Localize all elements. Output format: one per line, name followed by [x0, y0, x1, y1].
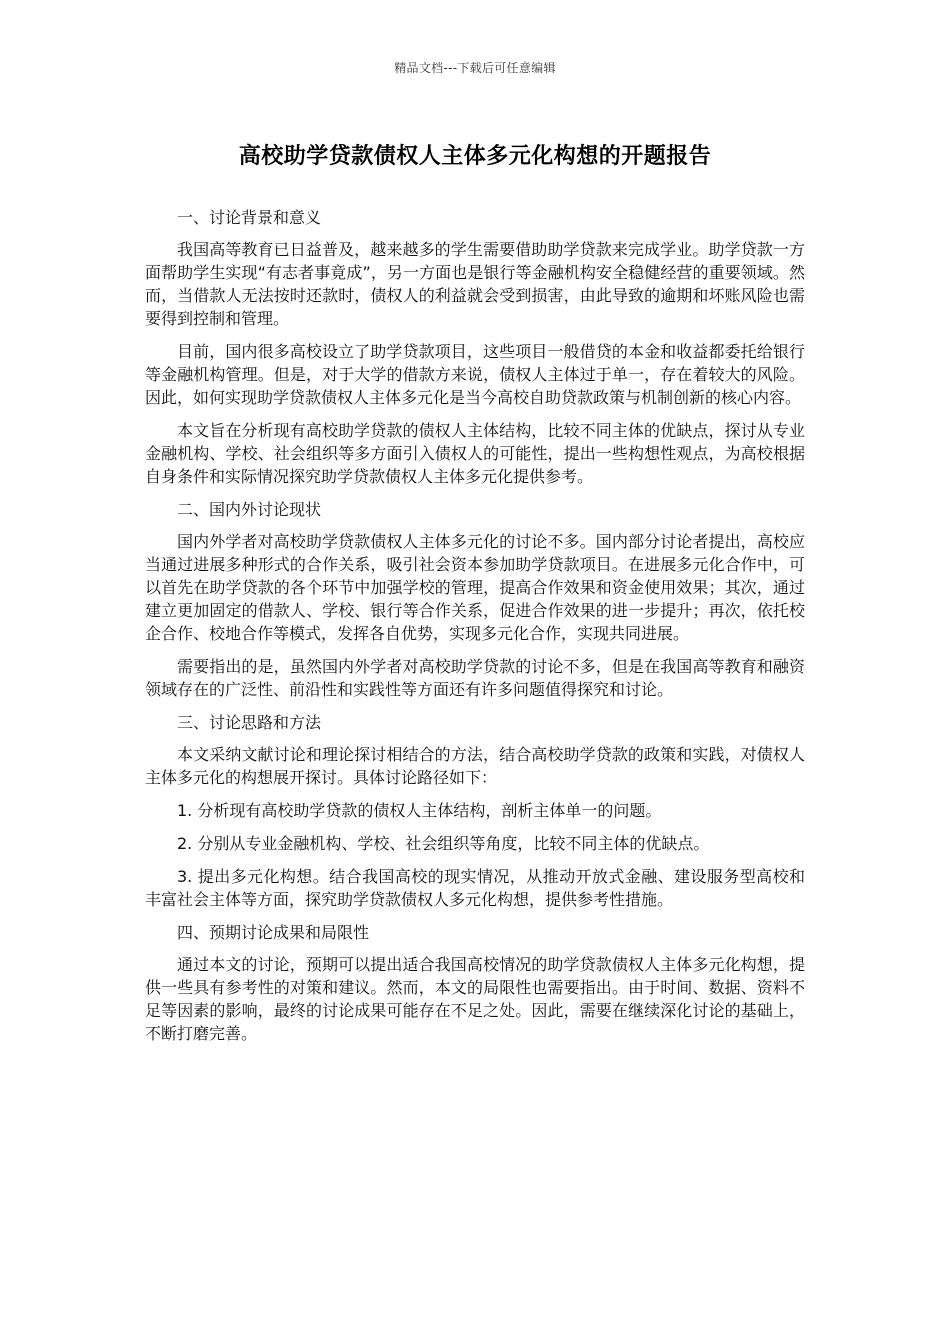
list-item-method-2: 2. 分别从专业金融机构、学校、社会组织等角度，比较不同主体的优缺点。	[177, 834, 710, 853]
paragraph-status-1: 国内外学者对高校助学贷款债权人主体多元化的讨论不多。国内部分讨论者提出，高校应当通过进展多种形式的合作关系，吸引社会资本参加助学贷款项目。在进展多元化合作中，可以首先在助学贷款的各个环节中加强学校的管理，提高合作效果和资金使用效果；其次，通过建立更加固定的借款人、学校、银行等合作关系，促进合作效果的进一步提升；再次，依托校企合作、校地合作等模式，发挥各自优势，实现多元化合作，实现共同进展。	[145, 532, 805, 643]
section-heading-method: 三、讨论思路和方法	[177, 713, 322, 732]
list-item-method-3: 3. 提出多元化构想。结合我国高校的现实情况，从推动开放式金融、建设服务型高校和丰富社会主体等方面，探究助学贷款债权人多元化构想，提供参考性措施。	[145, 867, 805, 909]
list-item-method-1: 1. 分析现有高校助学贷款的债权人主体结构，剖析主体单一的问题。	[177, 801, 662, 820]
paragraph-method-intro: 本文采纳文献讨论和理论探讨相结合的方法，结合高校助学贷款的政策和实践，对债权人主体多元化的构想展开探讨。具体讨论路径如下：	[145, 745, 805, 787]
paragraph-outcomes-1: 通过本文的讨论，预期可以提出适合我国高校情况的助学贷款债权人主体多元化构想，提供一些具有参考性的对策和建议。然而，本文的局限性也需要指出。由于时间、数据、资料不足等因素的影响，最终的讨论成果可能存在不足之处。因此，需要在继续深化讨论的基础上，不断打磨完善。	[145, 955, 805, 1043]
paragraph-background-1: 我国高等教育已日益普及，越来越多的学生需要借助助学贷款来完成学业。助学贷款一方面帮助学生实现“有志者事竟成”，另一方面也是银行等金融机构安全稳健经营的重要领域。然而，当借款人无法按时还款时，债权人的利益就会受到损害，由此导致的逾期和坏账风险也需要得到控制和管理。	[145, 240, 805, 328]
section-heading-outcomes: 四、预期讨论成果和局限性	[177, 923, 370, 942]
paragraph-status-2: 需要指出的是，虽然国内外学者对高校助学贷款的讨论不多，但是在我国高等教育和融资领域存在的广泛性、前沿性和实践性等方面还有许多问题值得探究和讨论。	[145, 657, 805, 699]
header-note: 精品文档---下载后可任意编辑	[394, 61, 556, 75]
paragraph-background-3: 本文旨在分析现有高校助学贷款的债权人主体结构，比较不同主体的优缺点，探讨从专业金融机构、学校、社会组织等多方面引入债权人的可能性，提出一些构想性观点，为高校根据自身条件和实际情况探究助学贷款债权人主体多元化提供参考。	[145, 421, 805, 486]
paragraph-background-2: 目前，国内很多高校设立了助学贷款项目，这些项目一般借贷的本金和收益都委托给银行等金融机构管理。但是，对于大学的借款方来说，债权人主体过于单一，存在着较大的风险。因此，如何实现助学贷款债权人主体多元化是当今高校自助贷款政策与机制创新的核心内容。	[145, 342, 805, 407]
section-heading-status: 二、国内外讨论现状	[177, 500, 322, 519]
section-heading-background: 一、讨论背景和意义	[177, 208, 322, 227]
document-body	[145, 206, 805, 1055]
document-title: 高校助学贷款债权人主体多元化构想的开题报告	[238, 144, 712, 169]
